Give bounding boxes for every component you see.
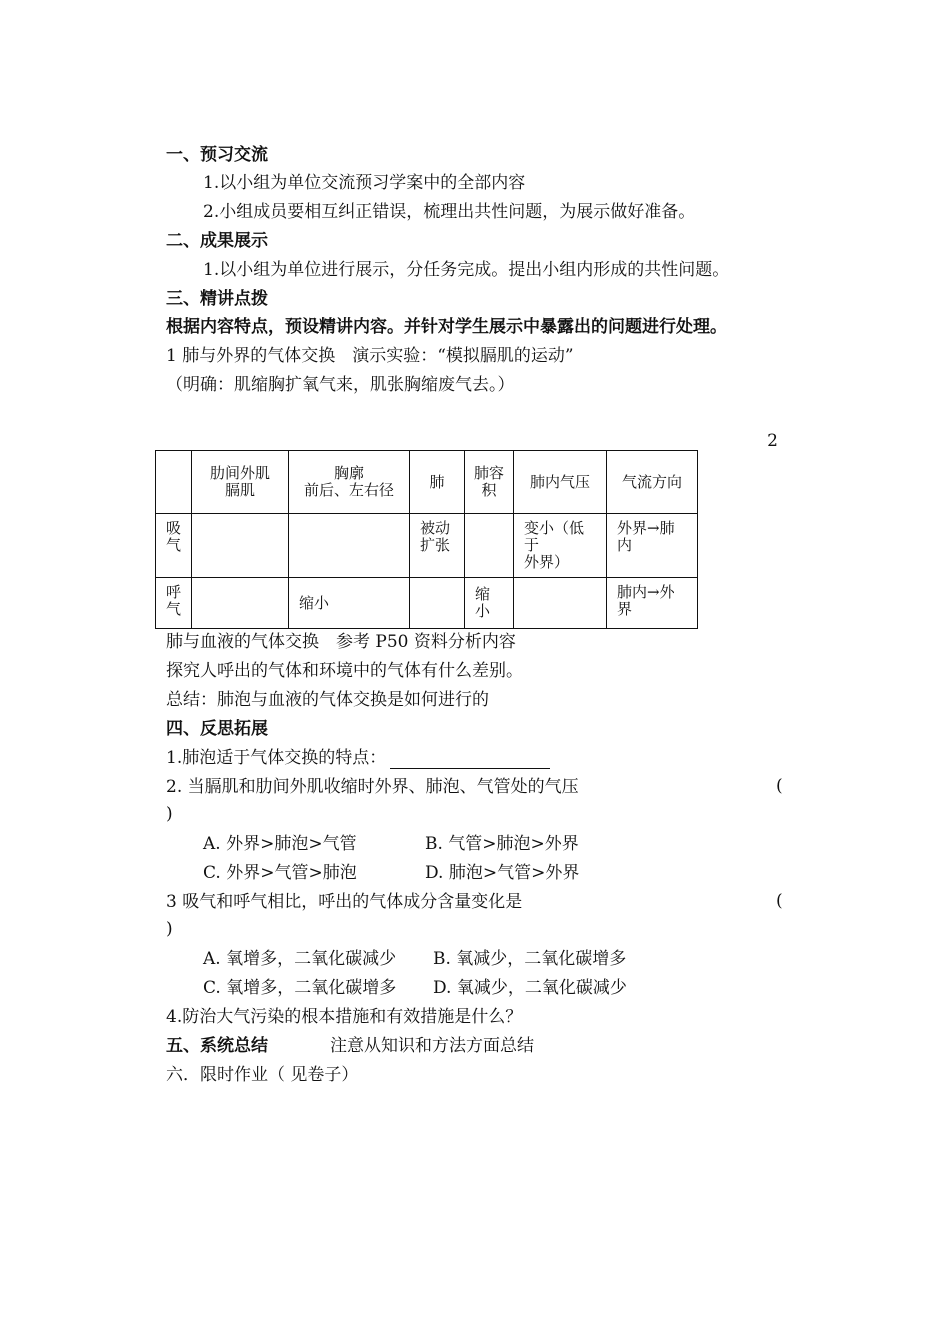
table-cell: 外界→肺 内 xyxy=(607,514,698,578)
table-header-cell: 肺容 积 xyxy=(465,451,514,514)
section-5-note: 注意从知识和方法方面总结 xyxy=(330,1036,534,1056)
section-3-line-1: 1 肺与外界的气体交换 演示实验：“模拟膈肌的运动” xyxy=(166,346,574,366)
section-5-title: 五、系统总结 xyxy=(166,1036,268,1056)
table-header-cell: 气流方向 xyxy=(607,451,698,514)
question-3-option-b: B. 氧减少，二氧化碳增多 xyxy=(433,949,627,969)
table-header-cell: 肺内气压 xyxy=(514,451,607,514)
table-header-cell xyxy=(156,451,192,514)
table-cell: 吸 气 xyxy=(156,514,192,578)
breathing-table xyxy=(155,450,698,629)
question-2: 2. 当膈肌和肋间外肌收缩时外界、肺泡、气管处的气压 xyxy=(166,777,579,797)
answer-blank[interactable] xyxy=(390,752,550,769)
section-3-title: 三、精讲点拨 xyxy=(166,289,268,309)
section-2-title: 二、成果展示 xyxy=(166,231,268,251)
section-1-title: 一、预习交流 xyxy=(166,145,268,165)
question-2-option-a: A. 外界>肺泡>气管 xyxy=(203,834,357,854)
table-cell xyxy=(192,578,289,629)
question-4: 4.防治大气污染的根本措施和有效措施是什么？ xyxy=(166,1007,523,1027)
table-header-cell: 肺 xyxy=(410,451,465,514)
after-table-line-3: 总结：肺泡与血液的气体交换是如何进行的 xyxy=(166,690,489,710)
section-1-item-2: 2.小组成员要相互纠正错误，梳理出共性问题，为展示做好准备。 xyxy=(203,202,696,222)
section-3-number-2: 2 xyxy=(767,431,778,451)
question-2-paren-open: ( xyxy=(776,776,783,796)
table-cell: 缩小 xyxy=(465,578,514,629)
table-cell xyxy=(192,514,289,578)
question-2-option-c: C. 外界>气管>肺泡 xyxy=(203,863,357,883)
question-3-option-d: D. 氧减少，二氧化碳减少 xyxy=(433,978,627,998)
after-table-line-1: 肺与血液的气体交换 参考 P50 资料分析内容 xyxy=(166,632,516,652)
table-cell: 变小（低于 外界） xyxy=(514,514,607,578)
table-cell: 缩小 xyxy=(289,578,410,629)
table-cell xyxy=(289,514,410,578)
table-row xyxy=(156,514,698,578)
question-3-option-a: A. 氧增多，二氧化碳减少 xyxy=(203,949,397,969)
table-cell: 被动 扩张 xyxy=(410,514,465,578)
section-3-line-2: （明确：肌缩胸扩氧气来，肌张胸缩废气去。） xyxy=(166,375,515,395)
question-2-paren-close: ) xyxy=(166,804,173,824)
section-1-item-1: 1.以小组为单位交流预习学案中的全部内容 xyxy=(203,173,526,193)
question-1 xyxy=(166,747,550,769)
section-6-title: 六．限时作业（ 见卷子） xyxy=(166,1065,359,1085)
section-3-instruction: 根据内容特点，预设精讲内容。并针对学生展示中暴露出的问题进行处理。 xyxy=(166,317,727,337)
table-header-cell: 肋间外肌 膈肌 xyxy=(192,451,289,514)
table-cell xyxy=(410,578,465,629)
question-1-text: 1.肺泡适于气体交换的特点： xyxy=(166,748,387,768)
question-2-option-d: D. 肺泡>气管>外界 xyxy=(425,863,580,883)
table-cell xyxy=(514,578,607,629)
question-3-option-c: C. 氧增多，二氧化碳增多 xyxy=(203,978,397,998)
question-2-option-b: B. 气管>肺泡>外界 xyxy=(425,834,579,854)
section-4-title: 四、反思拓展 xyxy=(166,719,268,739)
question-3-paren-open: ( xyxy=(776,891,783,911)
question-3-paren-close: ) xyxy=(166,919,173,939)
table-header-cell: 胸廓 前后、左右径 xyxy=(289,451,410,514)
after-table-line-2: 探究人呼出的气体和环境中的气体有什么差别。 xyxy=(166,661,523,681)
table-cell: 肺内→外 界 xyxy=(607,578,698,629)
table-header-row xyxy=(156,451,698,514)
table-cell xyxy=(465,514,514,578)
section-2-item-1: 1.以小组为单位进行展示，分任务完成。提出小组内形成的共性问题。 xyxy=(203,260,730,280)
table-cell: 呼 气 xyxy=(156,578,192,629)
table-row xyxy=(156,578,698,629)
question-3: 3 吸气和呼气相比，呼出的气体成分含量变化是 xyxy=(166,892,523,912)
